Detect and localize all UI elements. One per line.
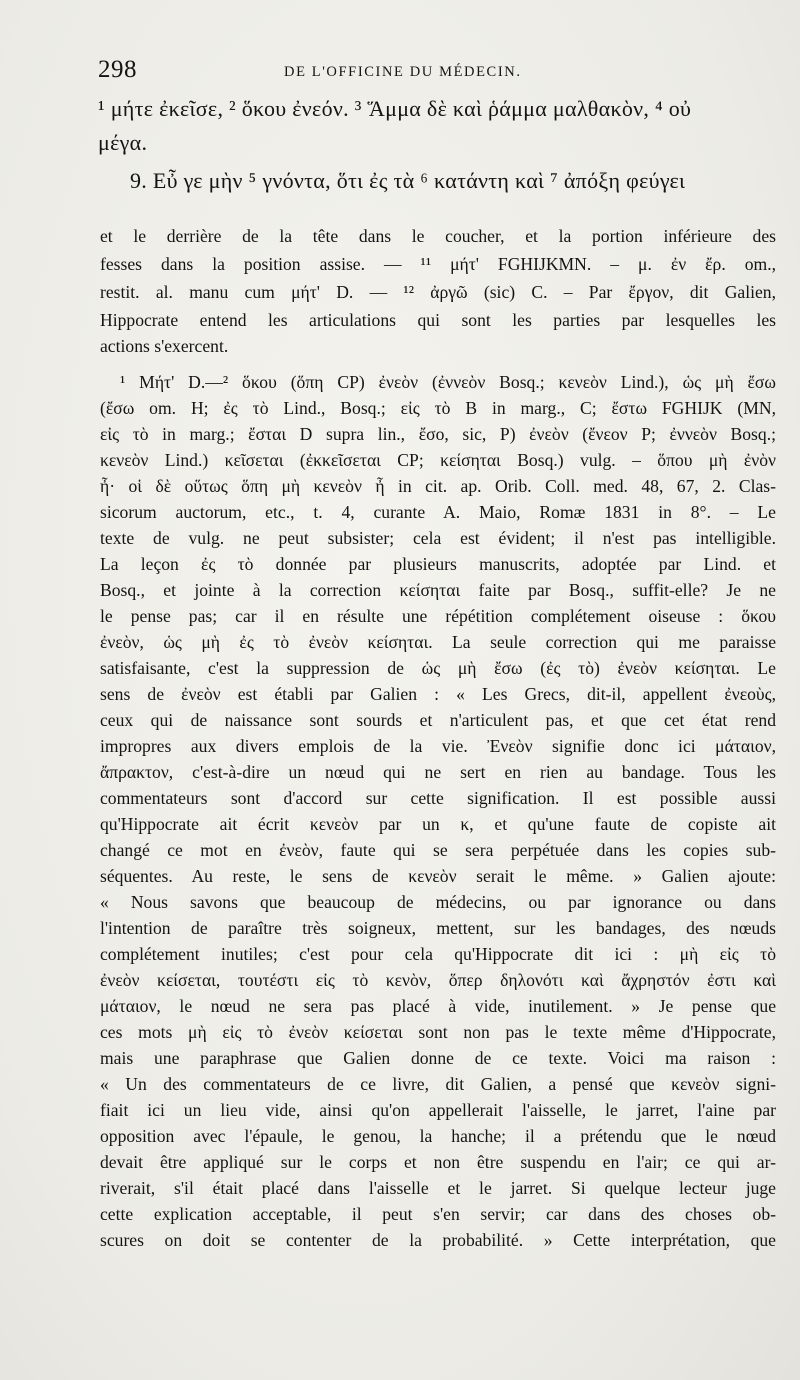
note-line: texte de vulg. ne peut subsister; cela est évident; il n'est pas intelligible.: [100, 528, 776, 548]
note-line: mais une paraphrase que Galien donne de ce texte. Voici ma raison :: [100, 1048, 776, 1068]
note-line: ¹ Μήτ' D.—² ὅκου (ὅπη CP) ἐνεὸν (ἐννεὸν Bosq.; κενεὸν Lind.), ὡς μὴ ἔσω: [120, 372, 776, 392]
note-line: scures on doit se contenter de la probabilité. » Cette interprétation, que: [100, 1230, 776, 1250]
text-line: 9. Εὖ γε μὴν ⁵ γνόντα, ὅτι ἐς τὰ ⁶ κατάντη καὶ ⁷ ἀπόξη φεύγει: [130, 168, 686, 193]
note-line: qu'Hippocrate ait écrit κενεὸν par un κ, et qu'une faute de copiste ait: [100, 814, 776, 834]
note-line: riverait, s'il était placé dans l'aisselle et le jarret. Si quelque lecteur juge: [100, 1178, 776, 1198]
note-line: sens de ἐνεὸν est établi par Galien : « Les Grecs, dit-il, appellent ἐνεοὺς,: [100, 684, 776, 704]
note-line: ἐνεὸν, ὡς μὴ ἐς τὸ ἐνεὸν κείσηται. La seule correction qui me paraisse: [100, 632, 776, 652]
note-line: le pense pas; car il en résulte une répétition complétement oiseuse : ὅκου: [100, 606, 776, 626]
page-number: 298: [98, 56, 137, 83]
note-line: μάταιον, le nœud ne sera pas placé à vide, inutilement. » Je pense que: [100, 996, 776, 1016]
note-line: κενεὸν Lind.) κεῖσεται (ἐκκεῖσεται CP; κείσηται Bosq.) vulg. – ὅπου μὴ ἐνὸν: [100, 450, 776, 470]
note-line: commentateurs sont d'accord sur cette signification. Il est possible aussi: [100, 788, 776, 808]
note-line: l'intention de paraître très soigneux, mettent, sur les bandages, des nœuds: [100, 918, 776, 938]
note-line: (ἔσω om. H; ἐς τὸ Lind., Bosq.; εἰς τὸ B in marg., C; ἔστω FGHIJK (MN,: [100, 398, 776, 418]
note-line: opposition avec l'épaule, le genou, la hanche; il a prétendu que le nœud: [100, 1126, 776, 1146]
note-line: Bosq., et jointe à la correction κείσηται faite par Bosq., suffit-elle? Je ne: [100, 580, 776, 600]
note-line: devait être appliqué sur le corps et non être suspendu en l'air; ce qui ar-: [100, 1152, 776, 1172]
note-line: changé ce mot en ἐνεὸν, faute qui se sera perpétuée dans les copies sub-: [100, 840, 776, 860]
text-line: μέγα.: [98, 130, 148, 155]
note-line: impropres aux divers emplois de la vie. Ἐνεὸν signifie donc ici μάταιον,: [100, 736, 776, 756]
note-line: ἐνεὸν κείσεται, τουτέστι εἰς τὸ κενὸν, ὅπερ δηλονότι καὶ ἄχρηστόν ἐστι καὶ: [100, 970, 776, 990]
note-line: ceux qui de naissance sont sourds et n'articulent pas, et que cet état rend: [100, 710, 776, 730]
note-line: sicorum auctorum, etc., t. 4, curante A. Maio, Romæ 1831 in 8°. – Le: [100, 502, 776, 522]
note-line: fesses dans la position assise. — ¹¹ μήτ' FGHIJKMN. – μ. ἐν ἔρ. om.,: [100, 254, 776, 274]
running-title: DE L'OFFICINE DU MÉDECIN.: [284, 64, 522, 80]
note-line: ἦ· οἱ δὲ οὕτως ὅπη μὴ κενεὸν ἦ in cit. ap. Orib. Coll. med. 48, 67, 2. Clas-: [100, 476, 776, 496]
note-line: ἄπρακτον, c'est-à-dire un nœud qui ne sert en rien au bandage. Tous les: [100, 762, 776, 782]
page-header: [98, 56, 770, 90]
note-line: et le derrière de la tête dans le coucher, et la portion inférieure des: [100, 226, 776, 246]
note-line: La leçon ἐς τὸ donnée par plusieurs manuscrits, adoptée par Lind. et: [100, 554, 776, 574]
note-line: cette explication acceptable, il peut s'en servir; car dans des choses ob-: [100, 1204, 776, 1224]
note-line: εἰς τὸ in marg.; ἔσται D supra lin., ἔσο, sic, P) ἐνεὸν (ἔνεον P; ἐννεὸν Bosq.;: [100, 424, 776, 444]
note-line: « Nous savons que beaucoup de médecins, ou par ignorance ou dans: [100, 892, 776, 912]
note-line: Hippocrate entend les articulations qui sont les parties par lesquelles les: [100, 310, 776, 330]
note-line: actions s'exercent.: [100, 336, 229, 356]
note-line: séquentes. Au reste, le sens de κενεὸν serait le même. » Galien ajoute:: [100, 866, 776, 886]
note-line: ces mots μὴ εἰς τὸ ἐνεὸν κείσεται sont non pas le texte même d'Hippocrate,: [100, 1022, 776, 1042]
note-line: complétement inutiles; c'est pour cela qu'Hippocrate dit ici : μὴ εἰς τὸ: [100, 944, 776, 964]
text-line: ¹ μήτε ἐκεῖσε, ² ὅκου ἐνεόν. ³ Ἅμμα δὲ καὶ ῥάμμα μαλθακὸν, ⁴ οὐ: [98, 96, 692, 121]
note-line: satisfaisante, c'est la suppression de ὡς μὴ ἔσω (ἐς τὸ) ἐνεὸν κείσηται. Le: [100, 658, 776, 678]
note-line: restit. al. manu cum μήτ' D. — ¹² ἀργῶ (sic) C. – Par ἔργον, dit Galien,: [100, 282, 776, 302]
note-line: fiait ici un lieu vide, ainsi qu'on appellerait l'aisselle, le jarret, l'aine par: [100, 1100, 776, 1120]
note-line: « Un des commentateurs de ce livre, dit Galien, a pensé que κενεὸν signi-: [100, 1074, 776, 1094]
